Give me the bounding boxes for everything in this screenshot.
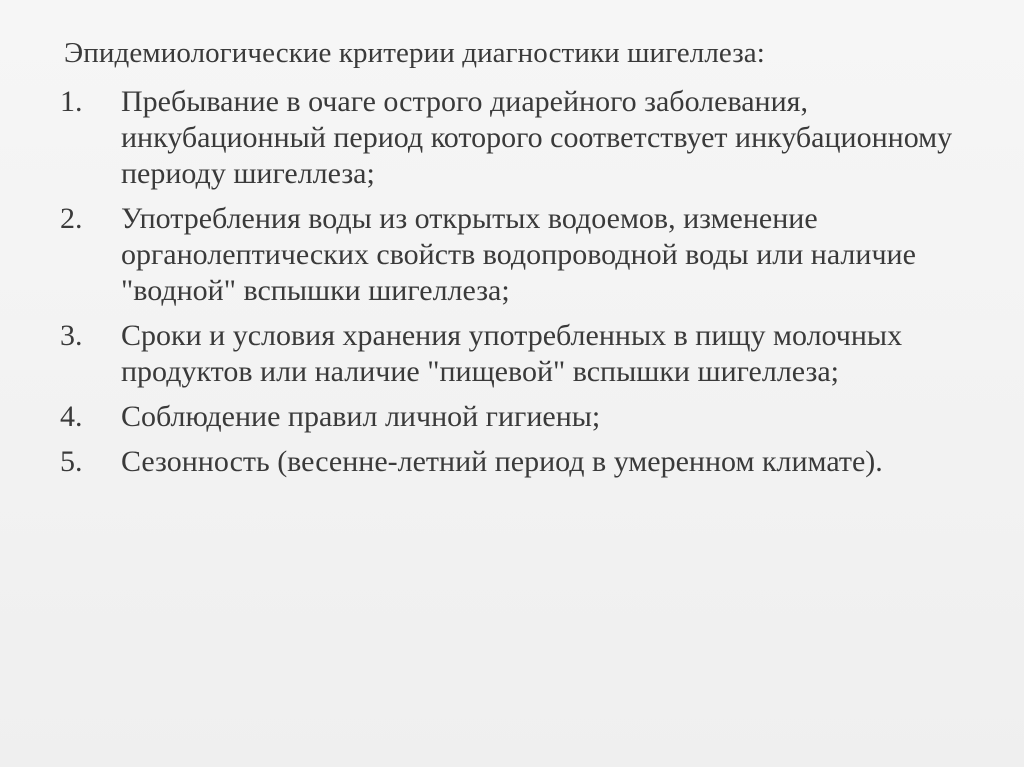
item-number: 1. — [60, 85, 83, 118]
criteria-item-3 — [60, 318, 960, 390]
item-text: Пребывание в очаге острого диарейного заболевания, инкубационный период которого соответствует инкубационному периоду шигеллеза; — [121, 85, 953, 190]
criteria-item-5 — [60, 444, 960, 480]
criteria-item-1 — [60, 84, 960, 192]
item-number: 5. — [60, 445, 83, 478]
item-text: Сроки и условия хранения употребленных в пищу молочных продуктов или наличие "пищевой" вспышки шигеллеза; — [121, 319, 903, 388]
criteria-item-4 — [60, 399, 960, 435]
item-number: 2. — [60, 202, 83, 235]
item-text: Соблюдение правил личной гигиены; — [121, 400, 601, 433]
criteria-item-2 — [60, 201, 960, 309]
criteria-list — [60, 84, 960, 489]
item-text: Употребления воды из открытых водоемов, изменение органолептических свойств водопроводной воды или наличие "водной" вспышки шигеллеза; — [121, 202, 916, 307]
item-number: 4. — [60, 400, 83, 433]
slide-heading: Эпидемиологические критерии диагностики шигеллеза: — [64, 37, 765, 69]
item-number: 3. — [60, 319, 83, 352]
item-text: Сезонность (весенне-летний период в умеренном климате). — [121, 445, 883, 478]
